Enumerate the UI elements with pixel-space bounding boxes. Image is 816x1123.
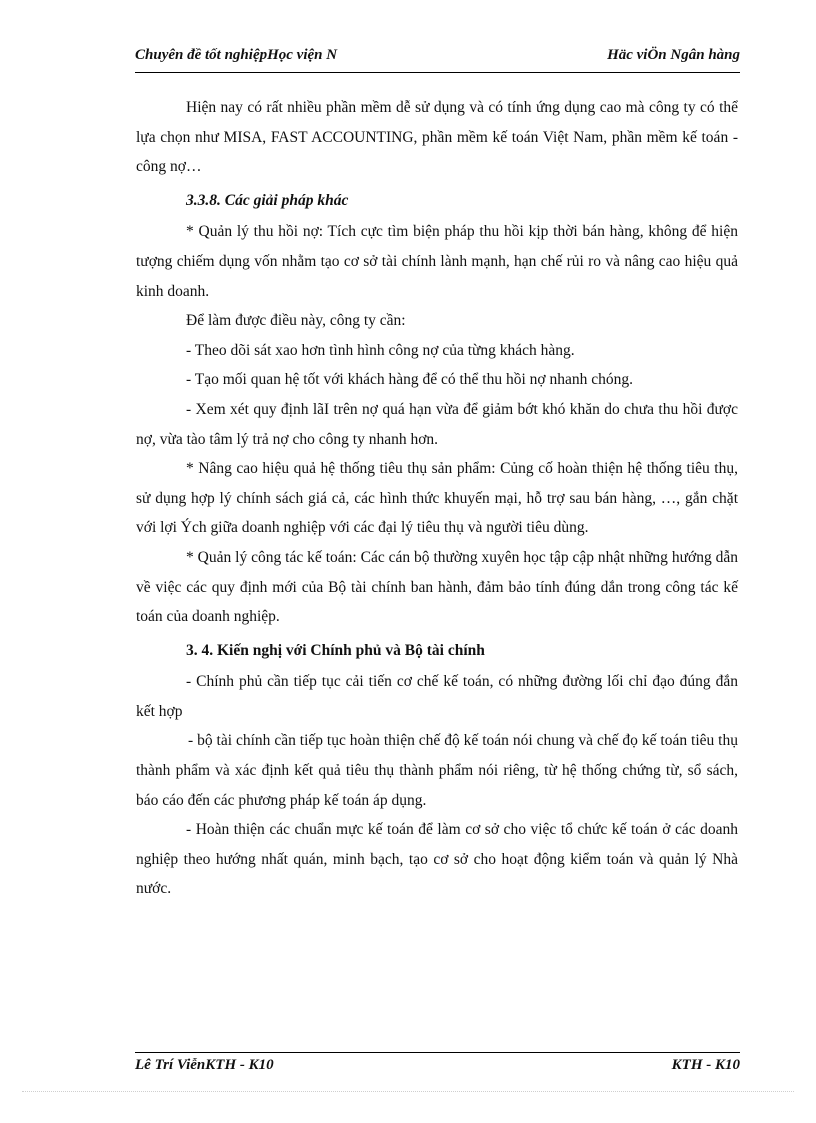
header-left-title: Chuyên đề tốt nghiệpHọc viện N [135,47,338,63]
list-item-government: - Chính phủ cần tiếp tục cải tiến cơ chế kế toán, có những đường lối chỉ đạo đúng đắn kết hợp [136,673,738,720]
header-right-title: Häc viÖn Ngân hàng [607,47,740,63]
document-body [136,93,738,904]
page-header [135,47,740,64]
paragraph-sales-system: * Nâng cao hiệu quả hệ thống tiêu thụ sản phẩm: Củng cố hoàn thiện hệ thống tiêu thụ, sử dụng hợp lý chính sách giá cả, các hình thức khuyến mại, hỗ trợ sau bán hàng, …, gắn chặt với lợi Ých giữa doanh nghiệp với các đại lý tiêu thụ và người tiêu dùng. [136,460,738,537]
header-rule [135,72,740,73]
page-footer [135,1057,740,1074]
footer-left-author: Lê Trí ViễnKTH - K10 [135,1057,274,1073]
list-item-monitor-debts: - Theo dõi sát xao hơn tình hình công nợ của từng khách hàng. [186,341,575,359]
footer-right-class: KTH - K10 [671,1057,740,1073]
list-item-customer-relations: - Tạo mối quan hệ tốt với khách hàng để có thể thu hồi nợ nhanh chóng. [186,371,633,389]
paragraph-company-needs: Để làm được điều này, công ty cần: [186,312,406,330]
list-item-accounting-standards: - Hoàn thiện các chuẩn mực kế toán để làm cơ sở cho việc tổ chức kế toán ở các doanh nghiệp theo hướng nhất quán, minh bạch, tạo cơ sở cho hoạt động kiểm toán và quản lý Nhà nước. [136,821,738,898]
page-edge-divider [22,1091,794,1092]
section-heading-other-solutions: 3.3.8. Các giải pháp khác [186,191,349,209]
list-item-overdue-interest: - Xem xét quy định lãI trên nợ quá hạn vừa để giảm bớt khó khăn do chưa thu hồi được nợ, vừa tào tâm lý trả nợ cho công ty nhanh hơn. [136,400,738,448]
list-item-ministry-finance: - bộ tài chính cần tiếp tục hoàn thiện chế độ kế toán nói chung và chế đọ kế toán tiêu thụ thành phẩm và xác định kết quả tiêu thụ thành phẩm nói riêng, từ hệ thống chứng từ, sổ sách, báo cáo đến các phương pháp kế toán áp dụng. [136,732,738,809]
paragraph-debt-recovery: * Quản lý thu hồi nợ: Tích cực tìm biện pháp thu hồi kịp thời bán hàng, không để hiện tượng chiếm dụng vốn nhằm tạo cơ sở tài chính lành mạnh, hạn chế rủi ro và nâng cao hiệu quả kinh doanh. [136,223,738,300]
footer-rule [135,1052,740,1053]
paragraph-accounting-management: * Quản lý công tác kế toán: Các cán bộ thường xuyên học tập cập nhật những hướng dẫn về việc các quy định mới của Bộ tài chính ban hành, đảm bảo tính đúng dắn trong công tác kế toán của doanh nghiệp. [136,548,738,626]
paragraph-software-options: Hiện nay có rất nhiều phần mềm dễ sử dụng và có tính ứng dụng cao mà công ty có thể lựa chọn như MISA, FAST ACCOUNTING, phần mềm kế toán Việt Nam, phần mềm kế toán - công nợ… [136,99,738,176]
section-heading-recommendations: 3. 4. Kiến nghị với Chính phủ và Bộ tài chính [186,641,485,659]
